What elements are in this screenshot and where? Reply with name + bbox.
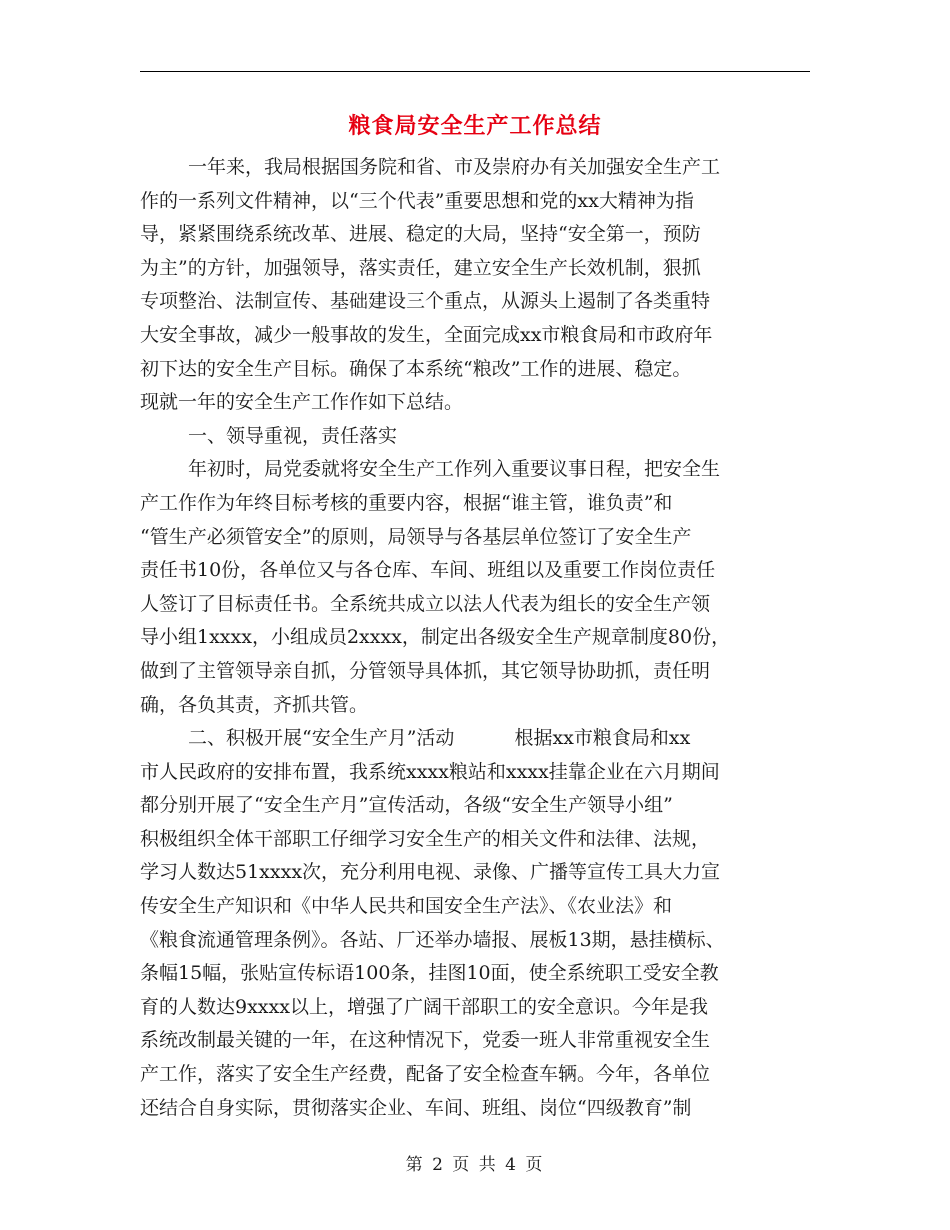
paragraph-line: 产工作作为年终目标考核的重要内容，根据“谁主管，谁负责”和 xyxy=(140,491,673,514)
paragraph-line: 产工作，落实了安全生产经费，配备了安全检查车辆。今年，各单位 xyxy=(140,1063,711,1086)
header-rule xyxy=(140,71,810,72)
paragraph-line: 系统改制最关键的一年，在这种情况下，党委一班人非常重视安全生 xyxy=(140,1029,711,1052)
paragraph-line: “管生产必须管安全”的原则，局领导与各基层单位签订了安全生产 xyxy=(140,525,692,548)
paragraph-line: 市人民政府的安排布置，我系统xxxx粮站和xxxx挂靠企业在六月期间 xyxy=(140,760,720,783)
paragraph-line: 育的人数达9xxxx以上，增强了广阔干部职工的安全意识。今年是我 xyxy=(140,995,708,1018)
paragraph-line: 导，紧紧围绕系统改革、进展、稳定的大局，坚持“安全第一，预防 xyxy=(140,223,701,246)
paragraph-line: 传安全生产知识和《中华人民共和国安全生产法》、《农业法》和 xyxy=(140,895,673,918)
paragraph-line: 人签订了目标责任书。全系统共成立以法人代表为组长的安全生产领 xyxy=(140,592,711,615)
paragraph-line: 都分别开展了“安全生产月”宣传活动，各级“安全生产领导小组” xyxy=(140,794,673,817)
paragraph-line: 《粮食流通管理条例》。各站、厂还举办墙报、展板13期，悬挂横标、 xyxy=(140,928,725,951)
paragraph-start: 根据xx市粮食局和xx xyxy=(514,727,691,750)
paragraph-line: 一年来，我局根据国务院和省、市及崇府办有关加强安全生产工 xyxy=(188,156,721,178)
paragraph-line: 条幅15幅，张贴宣传标语100条，挂图10面，使全系统职工受安全教 xyxy=(140,962,719,985)
paragraph-line: 专项整治、法制宣传、基础建设三个重点，从源头上遏制了各类重特 xyxy=(140,290,711,313)
paragraph-line: 导小组1xxxx，小组成员2xxxx，制定出各级安全生产规章制度80份， xyxy=(140,626,731,649)
document-body xyxy=(140,151,810,1125)
paragraph-line: 积极组织全体干部职工仔细学习安全生产的相关文件和法律、法规， xyxy=(140,827,711,850)
paragraph-line: 为主”的方针，加强领导，落实责任，建立安全生产长效机制，狠抓 xyxy=(140,256,701,279)
page-number: 第 2 页 共 4 页 xyxy=(405,1155,545,1175)
paragraph-line: 年初时，局党委就将安全生产工作列入重要议事日程，把安全生 xyxy=(188,458,721,481)
paragraph-line: 确，各负其责，齐抓共管。 xyxy=(140,693,369,716)
paragraph-line: 做到了主管领导亲自抓，分管领导具体抓，其它领导协助抓，责任明 xyxy=(140,659,711,682)
paragraph-line: 初下达的安全生产目标。确保了本系统“粮改”工作的进展、稳定。 xyxy=(140,357,692,380)
document-title: 粮食局安全生产工作总结 xyxy=(348,113,602,139)
paragraph-line: 现就一年的安全生产工作作如下总结。 xyxy=(140,391,464,414)
paragraph-line: 学习人数达51xxxx次，充分利用电视、录像、广播等宣传工具大力宣 xyxy=(140,861,721,884)
paragraph-line: 还结合自身实际，贯彻落实企业、车间、班组、岗位“四级教育”制 xyxy=(140,1096,692,1119)
section-heading: 二、积极开展“安全生产月”活动 xyxy=(188,727,455,750)
section-heading: 一、领导重视，责任落实 xyxy=(188,424,398,447)
section-heading-line xyxy=(140,722,810,756)
paragraph-line: 作的一系列文件精神，以“三个代表”重要思想和党的xx大精神为指 xyxy=(140,189,694,212)
paragraph-line: 大安全事故，减少一般事故的发生，全面完成xx市粮食局和市政府年 xyxy=(140,323,713,346)
paragraph-line: 责任书10份，各单位又与各仓库、车间、班组以及重要工作岗位责任 xyxy=(140,559,716,582)
